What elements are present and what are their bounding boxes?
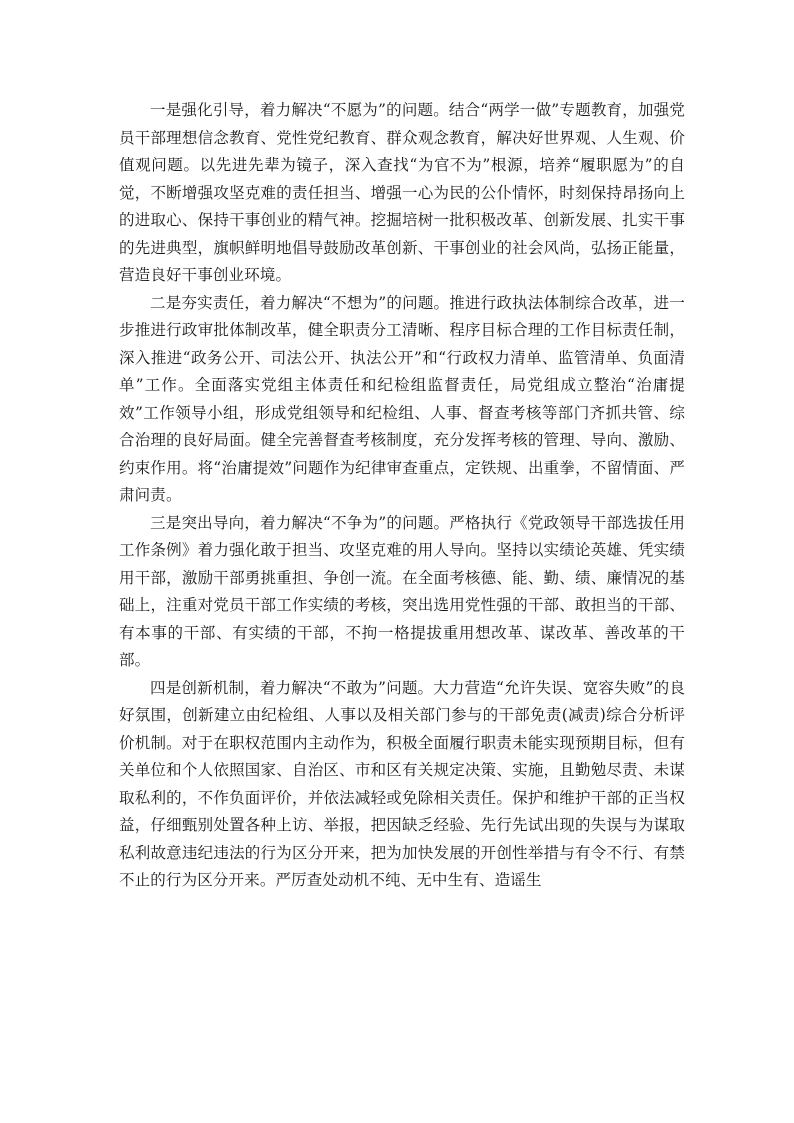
- paragraph-highlight-orientation: 三是突出导向，着力解决“不争为”的问题。严格执行《党政领导干部选拔任用工作条例》着力强化敢于担当、攻坚克难的用人导向。坚持以实绩论英雄、凭实绩用干部，激励干部勇挑重担、争创一流。在全面考核德、能、勤、绩、廉情况的基础上，注重对党员干部工作实绩的考核，突出选用党性强的干部、敢担当的干部、有本事的干部、有实绩的干部，不拘一格提拔重用想改革、谋改革、善改革的干部。: [119, 513, 685, 669]
- document-body: [119, 97, 685, 895]
- paragraph-innovate-mechanism: 四是创新机制，着力解决“不敢为”问题。大力营造“允许失误、宽容失败”的良好氛围，创新建立由纪检组、人事以及相关部门参与的干部免责(减责)综合分析评价机制。对于在职权范围内主动作为，积极全面履行职责未能实现预期目标，但有关单位和个人依照国家、自治区、市和区有关规定决策、实施，且勤勉尽责、未谋取私利的，不作负面评价，并依法减轻或免除相关责任。保护和维护干部的正当权益，仔细甄别处置各种上访、举报，把因缺乏经验、先行先试出现的失误与为谋取私利故意违纪违法的行为区分开来，把为加快发展的开创性举措与有令不行、有禁不止的行为区分开来。严厉查处动机不纯、无中生有、造谣生: [119, 678, 685, 889]
- paragraph-consolidate-responsibility: 二是夯实责任，着力解决“不想为”的问题。推进行政执法体制综合改革，进一步推进行政审批体制改革，健全职责分工清晰、程序目标合理的工作目标责任制，深入推进“政务公开、司法公开、执法公开”和“行政权力清单、监管清单、负面清单”工作。全面落实党组主体责任和纪检组监督责任，局党组成立整治“治庸提效”工作领导小组，形成党组领导和纪检组、人事、督查考核等部门齐抓共管、综合治理的良好局面。健全完善督查考核制度，充分发挥考核的管理、导向、激励、约束作用。将“治庸提效”问题作为纪律审查重点，定铁规、出重拳，不留情面、严肃问责。: [119, 293, 685, 504]
- paragraph-strengthen-guidance: 一是强化引导，着力解决“不愿为”的问题。结合“两学一做”专题教育，加强党员干部理想信念教育、党性党纪教育、群众观念教育，解决好世界观、人生观、价值观问题。以先进先辈为镜子，深入查找“为官不为”根源，培养“履职愿为”的自觉，不断增强攻坚克难的责任担当、增强一心为民的公仆情怀，时刻保持昂扬向上的进取心、保持干事创业的精气神。挖掘培树一批积极改革、创新发展、扎实干事的先进典型，旗帜鲜明地倡导鼓励改革创新、干事创业的社会风尚，弘扬正能量，营造良好干事创业环境。: [119, 101, 685, 284]
